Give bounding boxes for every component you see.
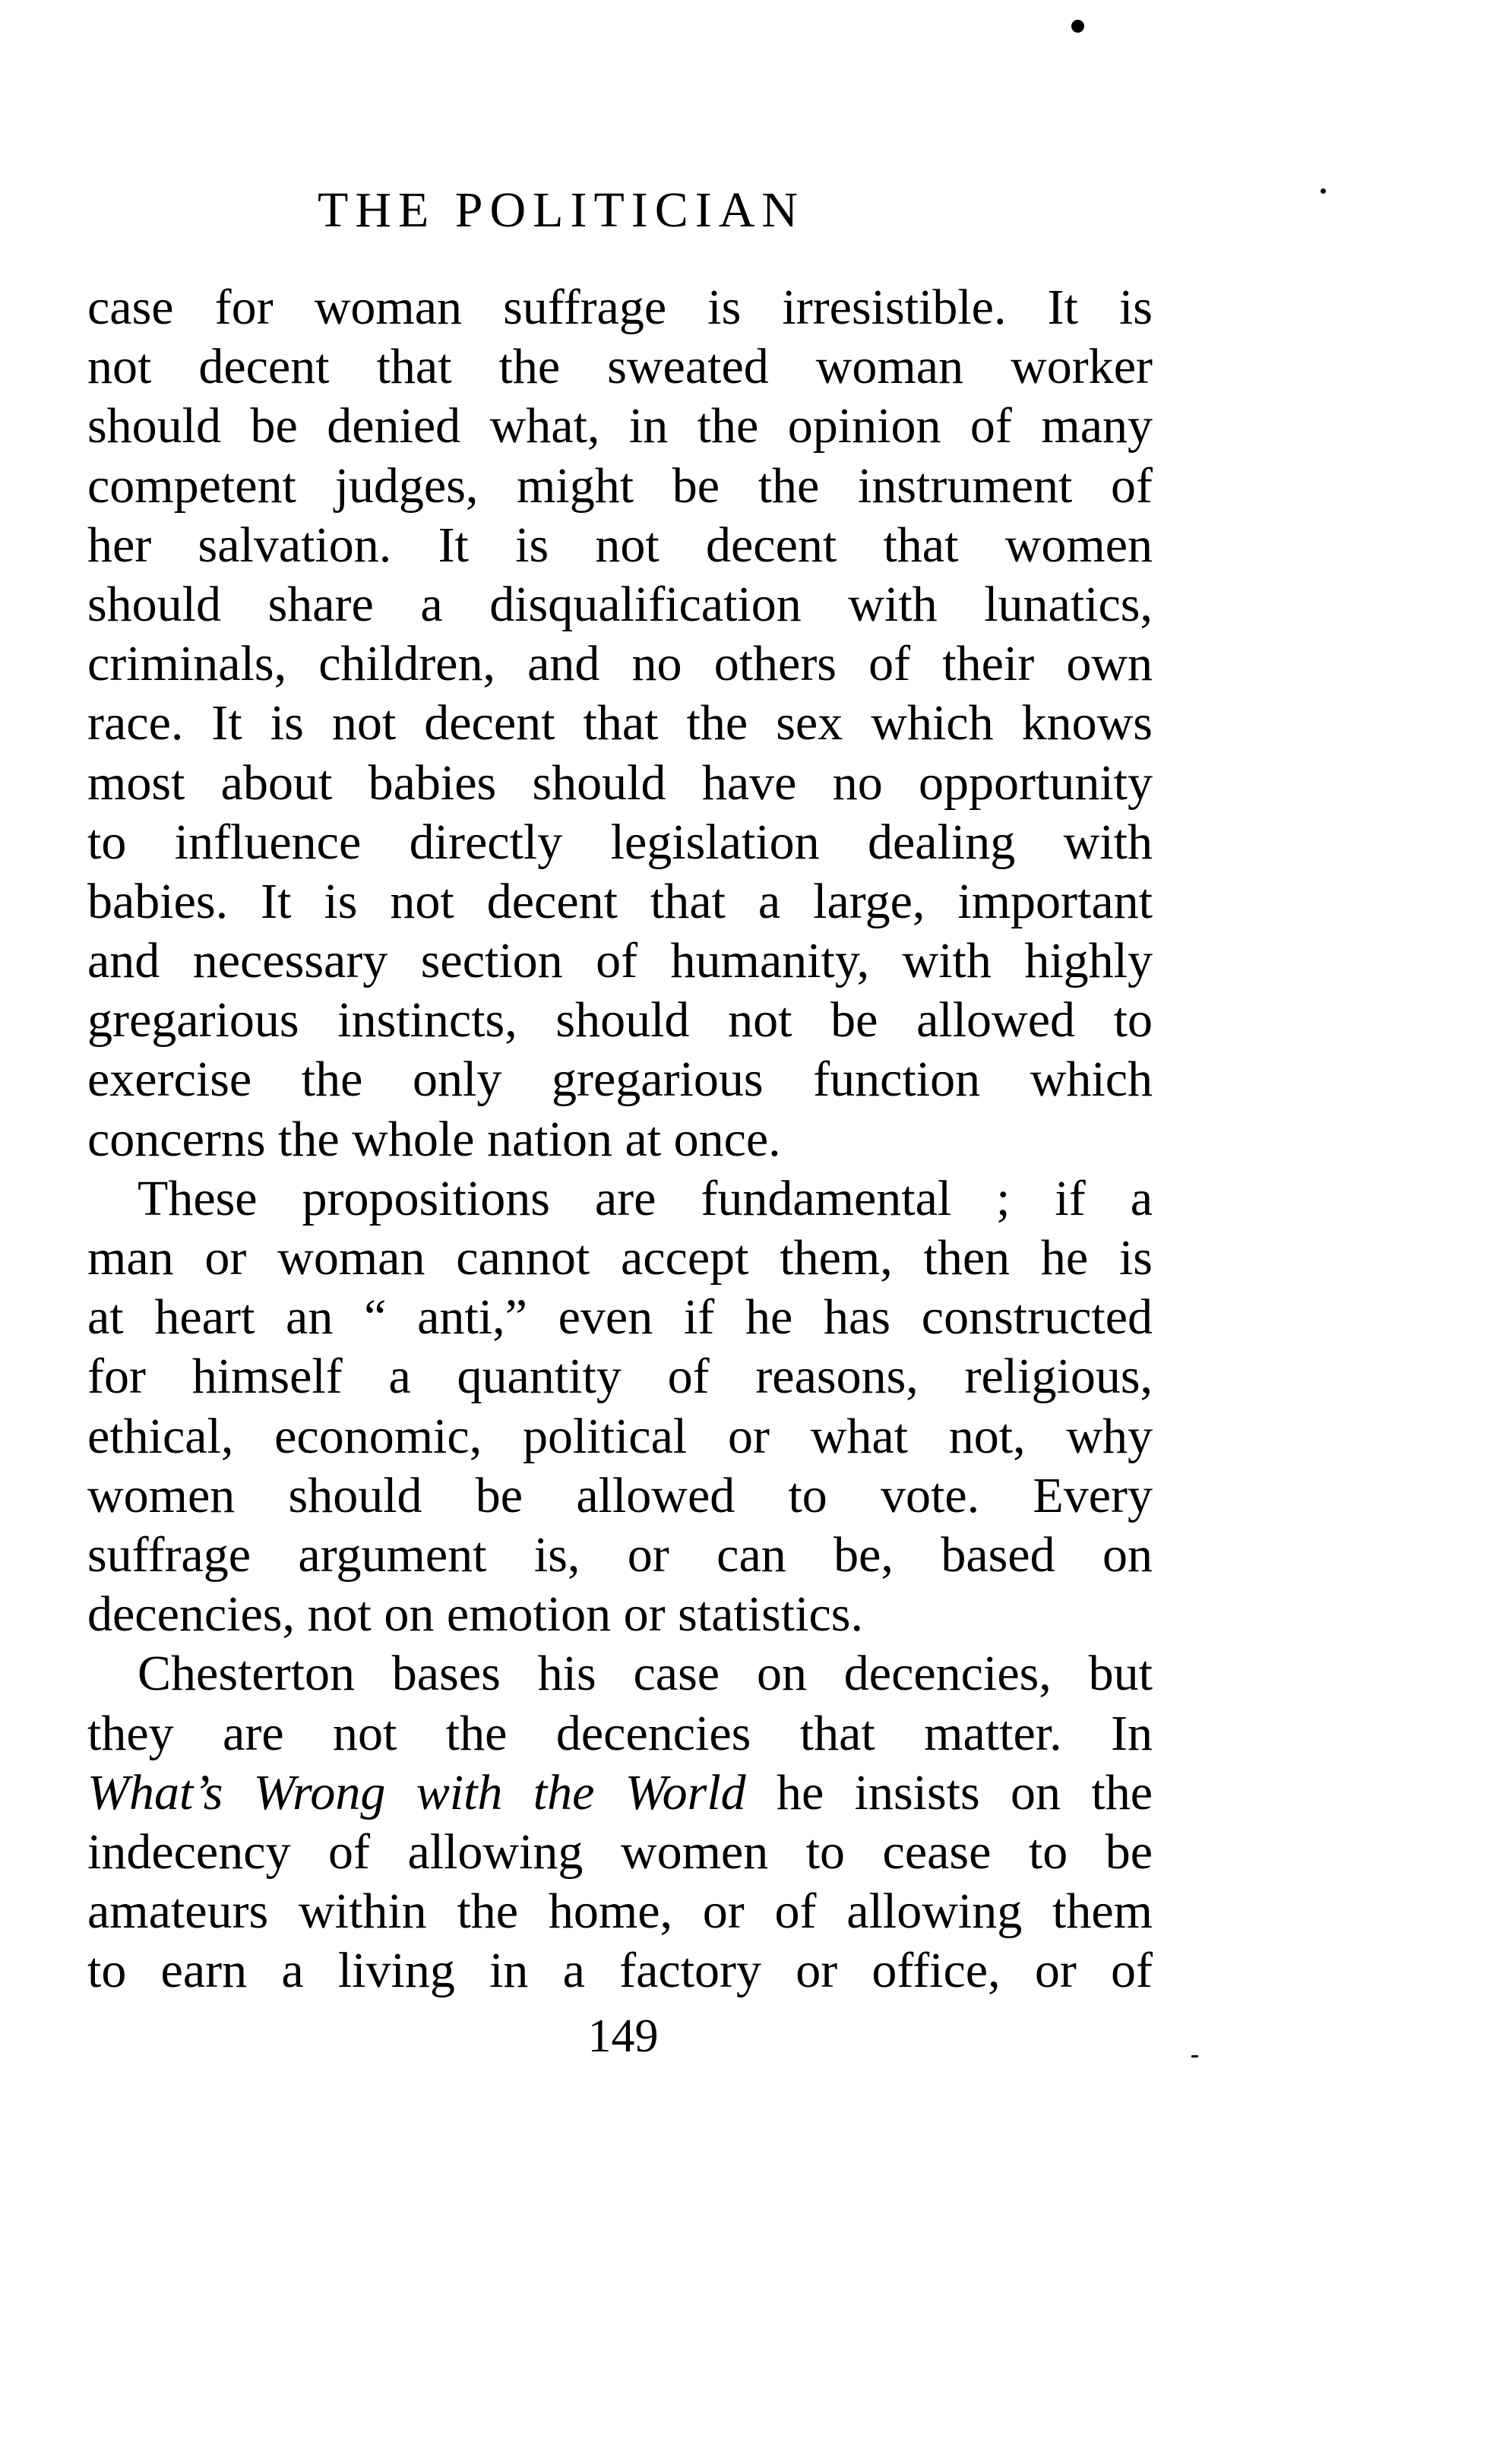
paragraph	[87, 1644, 1153, 2001]
text-line: for himself a quantity of reasons, religious,	[87, 1349, 1153, 1405]
text-line: not decent that the sweated woman worker	[87, 339, 1153, 395]
text-line: ethical, economic, political or what not, why	[87, 1408, 1153, 1464]
text-run: he insists on the	[745, 1764, 1153, 1820]
text-line: women should be allowed to vote. Every	[87, 1467, 1153, 1523]
text-line: babies. It is not decent that a large, important	[87, 873, 1153, 929]
text-line: These propositions are fundamental ; if a	[138, 1170, 1153, 1226]
scan-speck	[1191, 2055, 1198, 2058]
book-title-italic: What’s Wrong with the World	[87, 1764, 746, 1820]
text-line: they are not the decencies that matter. In	[87, 1705, 1153, 1761]
text-line: case for woman suffrage is irresistible. It is	[87, 280, 1153, 335]
paragraph	[87, 1169, 1153, 1645]
scan-speck	[1321, 188, 1326, 194]
text-line: decencies, not on emotion or statistics.	[87, 1586, 863, 1643]
text-line: amateurs within the home, or of allowing them	[87, 1884, 1153, 1940]
text-line: Chesterton bases his case on decencies, but	[138, 1646, 1153, 1702]
body-text	[87, 278, 1153, 2001]
text-line: indecency of allowing women to cease to be	[87, 1823, 1153, 1880]
text-line: her salvation. It is not decent that women	[87, 517, 1153, 573]
text-line: gregarious instincts, should not be allowed to	[87, 992, 1153, 1049]
running-head: THE POLITICIAN	[318, 182, 805, 238]
text-line: should share a disqualification with lunatics,	[87, 576, 1153, 632]
text-line: should be denied what, in the opinion of many	[87, 398, 1153, 454]
text-line: race. It is not decent that the sex which knows	[87, 695, 1153, 751]
text-line: concerns the whole nation at once.	[87, 1111, 781, 1167]
text-line: man or woman cannot accept them, then he is	[87, 1230, 1153, 1286]
page-number: 149	[587, 2010, 659, 2062]
text-line: suffrage argument is, or can be, based on	[87, 1526, 1153, 1583]
text-line: criminals, children, and no others of their own	[87, 636, 1153, 692]
text-line: competent judges, might be the instrument of	[87, 457, 1153, 514]
text-line: and necessary section of humanity, with highly	[87, 933, 1153, 989]
text-line: to influence directly legislation dealing with	[87, 814, 1153, 870]
text-line	[87, 1763, 1153, 1823]
text-line: exercise the only gregarious function which	[87, 1052, 1153, 1108]
paragraph	[87, 278, 1153, 1169]
text-line: to earn a living in a factory or office, or of	[87, 1943, 1153, 1999]
text-line: at heart an “ anti,” even if he has constructed	[87, 1289, 1153, 1346]
scan-speck	[1071, 20, 1084, 33]
text-line: most about babies should have no opportunity	[87, 754, 1153, 811]
